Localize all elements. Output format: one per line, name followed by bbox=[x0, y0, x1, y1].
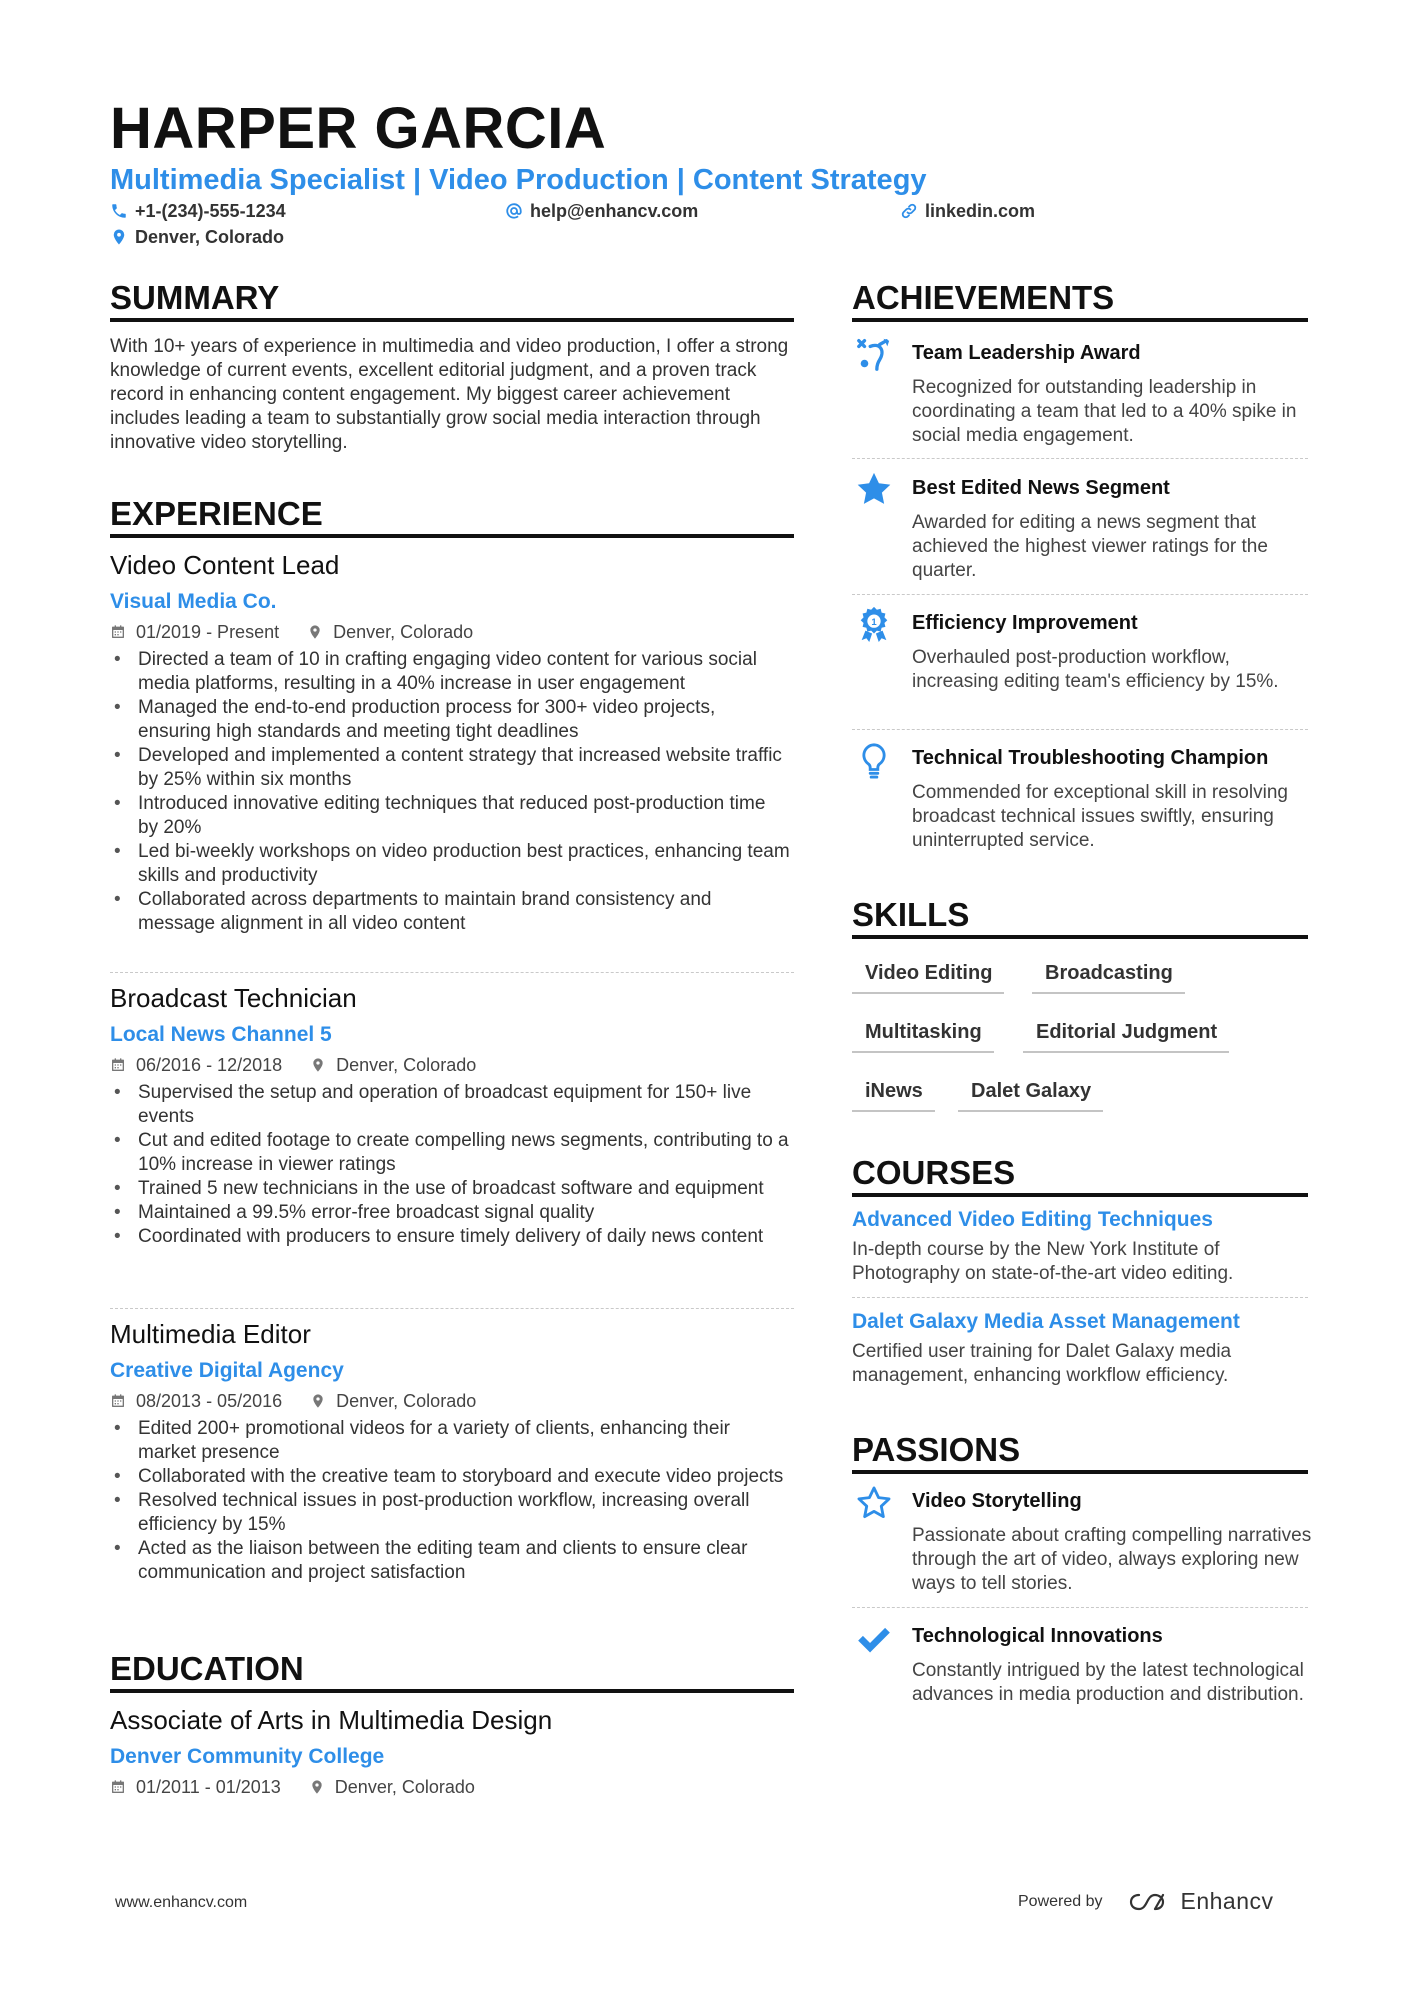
powered-by-text: Powered by bbox=[1018, 1892, 1103, 1910]
skill-tag: iNews bbox=[852, 1078, 935, 1112]
summary-text: With 10+ years of experience in multimedia and video production, I offer a strong knowledge of current events, excellent editorial judgment, and a proven track record in enhancing content engagement. My biggest career achievement includes leading a team to substantially grow social media interaction through innovative video storytelling. bbox=[110, 336, 789, 453]
achievement-text: Overhauled post-production workflow, increasing editing team's efficiency by 15%. bbox=[912, 647, 1279, 692]
phone-text: +1-(234)-555-1234 bbox=[135, 200, 286, 221]
link-icon bbox=[900, 202, 918, 220]
location-pin-icon bbox=[310, 1393, 326, 1409]
skill-tag: Broadcasting bbox=[1032, 960, 1185, 994]
strategy-icon bbox=[855, 335, 893, 373]
achievement-text: Commended for exceptional skill in resolving broadcast technical issues swiftly, ensuring uninterrupted service. bbox=[912, 782, 1288, 851]
skill-tag: Multitasking bbox=[852, 1019, 994, 1053]
divider bbox=[852, 729, 1308, 730]
courses-rule bbox=[852, 1193, 1308, 1197]
email-text: help@enhancv.com bbox=[530, 200, 699, 221]
course-text: In-depth course by the New York Institute of Photography on state-of-the-art video editing. bbox=[852, 1239, 1234, 1284]
divider bbox=[852, 1607, 1308, 1608]
footer-website[interactable]: www.enhancv.com bbox=[115, 1894, 248, 1911]
bullet-item: • Directed a team of 10 in crafting engaging video content for various social media platforms, resulting in a 40% increase in user engagement bbox=[110, 648, 790, 696]
passion-title: Video Storytelling bbox=[912, 1490, 1082, 1512]
school-name: Denver Community College bbox=[110, 1745, 385, 1768]
contact-location bbox=[110, 224, 284, 250]
divider bbox=[852, 1297, 1308, 1298]
company-name: Visual Media Co. bbox=[110, 590, 277, 613]
brand-name: Enhancv bbox=[1180, 1888, 1274, 1914]
candidate-name: HARPER GARCIA bbox=[110, 96, 607, 161]
achievements-rule bbox=[852, 318, 1308, 322]
job-title: Video Content Lead bbox=[110, 550, 340, 580]
job-bullets bbox=[110, 648, 790, 936]
svg-text:1: 1 bbox=[871, 616, 877, 628]
job-location: Denver, Colorado bbox=[336, 1390, 477, 1411]
location-pin-icon bbox=[309, 1779, 325, 1795]
divider bbox=[110, 972, 794, 973]
location-pin-icon bbox=[307, 624, 323, 640]
courses-heading: COURSES bbox=[852, 1154, 1016, 1191]
bullet-item: • Edited 200+ promotional videos for a variety of clients, enhancing their market presence bbox=[110, 1417, 790, 1465]
passions-heading: PASSIONS bbox=[852, 1431, 1021, 1468]
location-pin-icon bbox=[310, 1057, 326, 1073]
experience-rule bbox=[110, 534, 794, 538]
achievement-title: Best Edited News Segment bbox=[912, 477, 1170, 499]
passions-rule bbox=[852, 1470, 1308, 1474]
location-pin-icon bbox=[110, 228, 128, 246]
bullet-item: • Trained 5 new technicians in the use of broadcast software and equipment bbox=[110, 1177, 790, 1201]
contact-phone[interactable] bbox=[110, 198, 286, 224]
enhancv-logo[interactable] bbox=[1129, 1888, 1274, 1915]
job-location: Denver, Colorado bbox=[333, 621, 474, 642]
contact-linkedin[interactable] bbox=[900, 198, 1035, 224]
skill-tag: Editorial Judgment bbox=[1023, 1019, 1229, 1053]
achievement-title: Efficiency Improvement bbox=[912, 612, 1138, 634]
job-title: Multimedia Editor bbox=[110, 1319, 311, 1349]
bullet-item: • Led bi-weekly workshops on video production best practices, enhancing team skills and productivity bbox=[110, 840, 790, 888]
skill-tag: Video Editing bbox=[852, 960, 1004, 994]
course-title: Dalet Galaxy Media Asset Management bbox=[852, 1310, 1240, 1333]
job-location: Denver, Colorado bbox=[336, 1054, 477, 1075]
job-meta bbox=[110, 1053, 476, 1077]
bullet-item: • Resolved technical issues in post-production workflow, increasing overall efficiency by 15% bbox=[110, 1489, 790, 1537]
education-rule bbox=[110, 1689, 794, 1693]
bullet-item: • Managed the end-to-end production process for 300+ video projects, ensuring high standards and meeting tight deadlines bbox=[110, 696, 790, 744]
company-name: Local News Channel 5 bbox=[110, 1023, 332, 1046]
experience-heading: EXPERIENCE bbox=[110, 495, 323, 532]
calendar-icon bbox=[110, 1779, 126, 1795]
degree-title: Associate of Arts in Multimedia Design bbox=[110, 1705, 553, 1735]
achievement-text: Awarded for editing a news segment that achieved the highest viewer ratings for the quarter. bbox=[912, 512, 1268, 581]
skills-rule bbox=[852, 935, 1308, 939]
company-name: Creative Digital Agency bbox=[110, 1359, 344, 1382]
bullet-item: • Developed and implemented a content strategy that increased website traffic by 25% within six months bbox=[110, 744, 790, 792]
divider bbox=[852, 594, 1308, 595]
checkmark-icon bbox=[855, 1620, 893, 1658]
divider bbox=[110, 1308, 794, 1309]
bullet-item: • Coordinated with producers to ensure timely delivery of daily news content bbox=[110, 1225, 790, 1249]
enhancv-logo-icon bbox=[1129, 1890, 1173, 1914]
achievement-title: Team Leadership Award bbox=[912, 342, 1141, 364]
job-bullets bbox=[110, 1081, 790, 1249]
location-text: Denver, Colorado bbox=[135, 226, 285, 247]
job-dates: 06/2016 - 12/2018 bbox=[136, 1054, 283, 1075]
course-title: Advanced Video Editing Techniques bbox=[852, 1208, 1213, 1231]
education-dates: 01/2011 - 01/2013 bbox=[136, 1776, 281, 1797]
phone-icon bbox=[110, 202, 128, 220]
bullet-item: • Introduced innovative editing techniques that reduced post-production time by 20% bbox=[110, 792, 790, 840]
achievement-title: Technical Troubleshooting Champion bbox=[912, 747, 1269, 769]
linkedin-text: linkedin.com bbox=[925, 200, 1036, 221]
skills-heading: SKILLS bbox=[852, 896, 970, 933]
job-dates: 01/2019 - Present bbox=[136, 621, 280, 642]
achievements-heading: ACHIEVEMENTS bbox=[852, 279, 1115, 316]
summary-heading: SUMMARY bbox=[110, 279, 280, 316]
course-text: Certified user training for Dalet Galaxy media management, enhancing workflow efficiency. bbox=[852, 1341, 1232, 1386]
job-meta bbox=[110, 1389, 476, 1413]
bullet-item: • Collaborated across departments to maintain brand consistency and message alignment in all video content bbox=[110, 888, 790, 936]
bullet-item: • Cut and edited footage to create compelling news segments, contributing to a 10% increase in viewer ratings bbox=[110, 1129, 790, 1177]
skill-tag: Dalet Galaxy bbox=[958, 1078, 1103, 1112]
education-meta bbox=[110, 1775, 475, 1799]
star-icon bbox=[855, 470, 893, 508]
lightbulb-icon bbox=[855, 741, 893, 779]
candidate-title: Multimedia Specialist | Video Production | Content Strategy bbox=[110, 164, 927, 196]
calendar-icon bbox=[110, 1393, 126, 1409]
footer-powered bbox=[1018, 1888, 1274, 1915]
job-dates: 08/2013 - 05/2016 bbox=[136, 1390, 283, 1411]
contact-email[interactable] bbox=[505, 198, 698, 224]
bullet-item: • Maintained a 99.5% error-free broadcast signal quality bbox=[110, 1201, 790, 1225]
at-icon bbox=[505, 202, 523, 220]
bullet-item: • Acted as the liaison between the editing team and clients to ensure clear communication and project satisfaction bbox=[110, 1537, 790, 1585]
job-title: Broadcast Technician bbox=[110, 983, 357, 1013]
star-outline-icon bbox=[855, 1484, 893, 1522]
bullet-item: • Supervised the setup and operation of broadcast equipment for 150+ live events bbox=[110, 1081, 790, 1129]
divider bbox=[852, 458, 1308, 459]
medal-icon bbox=[855, 605, 893, 643]
calendar-icon bbox=[110, 1057, 126, 1073]
summary-rule bbox=[110, 318, 794, 322]
bullet-item: • Collaborated with the creative team to storyboard and execute video projects bbox=[110, 1465, 790, 1489]
job-bullets bbox=[110, 1417, 790, 1585]
passion-text: Passionate about crafting compelling narratives through the art of video, always exploring new ways to tell stories. bbox=[912, 1525, 1312, 1594]
achievement-text: Recognized for outstanding leadership in coordinating a team that led to a 40% spike in social media engagement. bbox=[912, 377, 1297, 446]
job-meta bbox=[110, 620, 473, 644]
education-location: Denver, Colorado bbox=[334, 1776, 475, 1797]
calendar-icon bbox=[110, 624, 126, 640]
passion-title: Technological Innovations bbox=[912, 1625, 1163, 1647]
education-heading: EDUCATION bbox=[110, 1650, 304, 1687]
passion-text: Constantly intrigued by the latest technological advances in media production and distribution. bbox=[912, 1660, 1304, 1705]
